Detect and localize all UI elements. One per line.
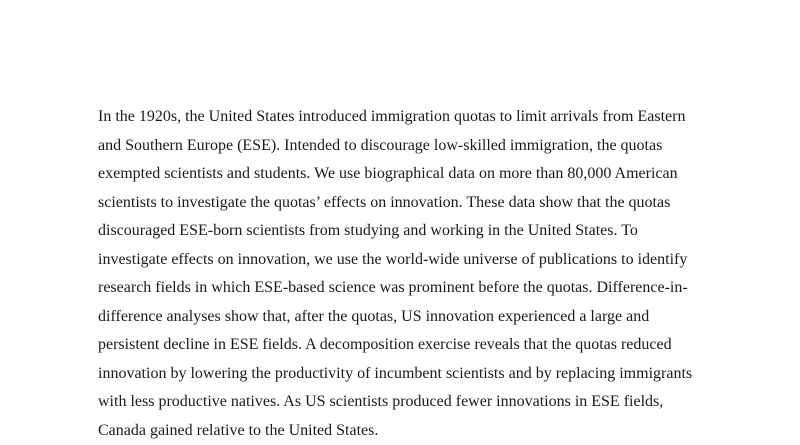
abstract-line: innovation by lowering the productivity of incumbent scientists and by replacing immigrants	[98, 360, 738, 389]
abstract-line: In the 1920s, the United States introduced immigration quotas to limit arrivals from Eastern	[98, 103, 738, 132]
abstract-line: difference analyses show that, after the quotas, US innovation experienced a large and	[98, 303, 738, 332]
abstract-line: research fields in which ESE-based science was prominent before the quotas. Difference-in-	[98, 274, 738, 303]
abstract-line: investigate effects on innovation, we use the world-wide universe of publications to identify	[98, 246, 738, 275]
abstract-line: and Southern Europe (ESE). Intended to discourage low-skilled immigration, the quotas	[98, 132, 738, 161]
abstract-line: discouraged ESE-born scientists from studying and working in the United States. To	[98, 217, 738, 246]
abstract-paragraph	[98, 103, 738, 445]
abstract-line: exempted scientists and students. We use biographical data on more than 80,000 American	[98, 160, 738, 189]
abstract-line: with less productive natives. As US scientists produced fewer innovations in ESE fields,	[98, 388, 738, 417]
abstract-line: persistent decline in ESE fields. A decomposition exercise reveals that the quotas reduced	[98, 331, 738, 360]
abstract-line: scientists to investigate the quotas’ effects on innovation. These data show that the quotas	[98, 189, 738, 218]
abstract-line: Canada gained relative to the United States.	[98, 417, 738, 445]
